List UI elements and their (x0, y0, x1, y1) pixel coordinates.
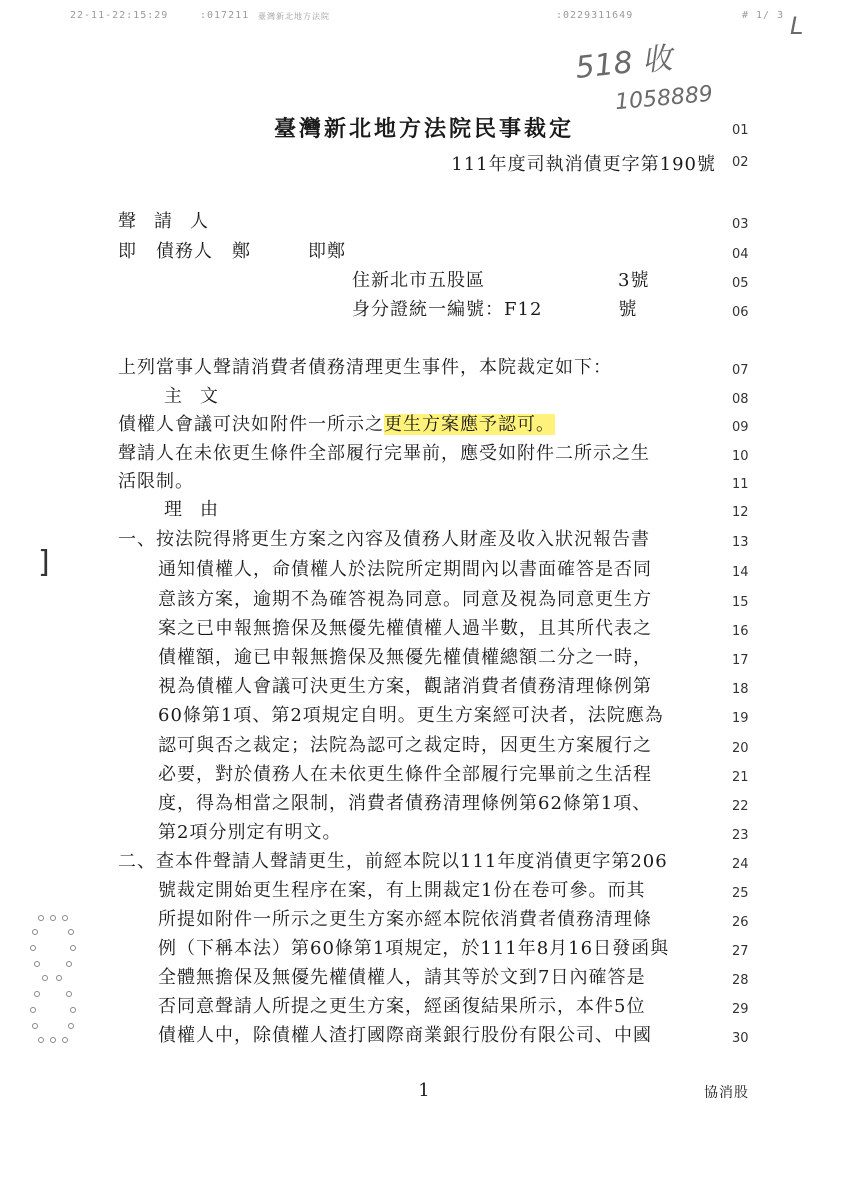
fax-header (70, 10, 800, 26)
margin-mark: ] (38, 545, 50, 580)
line-number: 18 (732, 682, 749, 697)
document-line (158, 794, 651, 814)
document-line (118, 212, 226, 232)
line-text: 例（下稱本法）第60條第1項規定，於111年8月16日發函與 (158, 938, 670, 959)
line-number: 04 (732, 247, 749, 262)
line-text: 所提如附件一所示之更生方案亦經本院依消費者債務清理條 (158, 909, 652, 930)
document-title: 臺灣新北地方法院民事裁定 (273, 116, 574, 142)
document-line (158, 823, 341, 843)
fax-page: # 1/ 3 (742, 10, 785, 21)
document-line (158, 648, 652, 668)
line-number: 27 (732, 944, 749, 959)
line-number: 11 (732, 477, 749, 492)
document-line (158, 706, 664, 726)
line-text: 必要，對於債務人在未依更生條件全部履行完畢前之生活程 (158, 764, 652, 785)
department-label: 協消股 (704, 1085, 749, 1101)
fax-court: 臺灣新北地方法院 (258, 12, 330, 21)
line-text: 一、按法院得將更生方案之內容及債務人財產及收入狀況報告書 (118, 529, 650, 550)
line-text: 第2項分別定有明文。 (158, 822, 342, 843)
line-text: 聲請人在未依更生條件全部履行完畢前，應受如附件二所示之生 (118, 443, 650, 464)
line-number: 06 (732, 305, 749, 320)
line-text: 即 債務人 鄭 即鄭 (118, 241, 346, 262)
case-number: 111年度司執消債更字第190號 (451, 154, 716, 175)
document-line (158, 1026, 652, 1046)
line-text: 債權人會議可決如附件一所示之 (118, 414, 384, 435)
document-line (158, 881, 645, 901)
line-number: 23 (732, 828, 749, 843)
line-number: 26 (732, 915, 749, 930)
line-number: 17 (732, 653, 749, 668)
handwritten-serial: 1058889 (614, 81, 714, 116)
line-text: 60條第1項、第2項規定自明。更生方案經可決者，法院應為 (158, 705, 664, 726)
line-number: 10 (732, 449, 749, 464)
document-line (118, 415, 555, 435)
line-text: 聲請人 (118, 211, 226, 232)
document-line (118, 444, 650, 464)
line-text: 住新北市五股區 3號 (352, 270, 650, 291)
line-number: 19 (732, 711, 749, 726)
line-number: 07 (732, 363, 749, 378)
line-number: 08 (732, 392, 749, 407)
document-line (158, 590, 652, 610)
page-number: 1 (418, 1080, 430, 1101)
line-text: 度，得為相當之限制，消費者債務清理條例第62條第1項、 (158, 793, 652, 814)
line-number: 14 (732, 565, 749, 580)
document-line (118, 242, 346, 262)
line-number: 21 (732, 770, 749, 785)
line-number: 01 (732, 123, 749, 138)
line-text: 二、查本件聲請人聲請更生，前經本院以111年度消債更字第206 (118, 851, 668, 872)
line-text: 認可與否之裁定；法院為認可之裁定時，因更生方案履行之 (158, 735, 652, 756)
line-text: 活限制。 (118, 471, 194, 492)
document-line (158, 560, 652, 580)
document-line (158, 939, 669, 959)
line-number: 03 (732, 217, 749, 232)
line-number: 24 (732, 857, 749, 872)
line-text: 否同意聲請人所提之更生方案，經函復結果所示，本件5位 (158, 996, 646, 1017)
line-text: 身分證統一編號：F12 號 (352, 299, 638, 320)
fax-number: :0229311649 (556, 10, 634, 21)
document-line (158, 765, 652, 785)
line-number: 15 (732, 595, 749, 610)
line-text: 意該方案，逾期不為確答視為同意。同意及視為同意更生方 (158, 589, 652, 610)
document-line (158, 997, 645, 1017)
line-number: 02 (732, 155, 749, 170)
document-line (158, 677, 652, 697)
line-text: 理由 (164, 499, 236, 520)
document-line (118, 472, 194, 492)
line-text: 全體無擔保及無優先權債權人，請其等於文到7日內確答是 (158, 967, 646, 988)
document-line (158, 910, 652, 930)
document-line (118, 852, 668, 872)
line-number: 09 (732, 420, 749, 435)
line-number: 12 (732, 505, 749, 520)
line-number: 30 (732, 1031, 749, 1046)
line-text: 號裁定開始更生程序在案，有上開裁定1份在卷可參。而其 (158, 880, 646, 901)
binding-holes (28, 915, 78, 1055)
line-text: 上列當事人聲請消費者債務清理更生事件，本院裁定如下： (118, 357, 612, 378)
line-number: 05 (732, 276, 749, 291)
line-text: 債權額，逾已申報無擔保及無優先權債權總額二分之一時， (158, 647, 652, 668)
line-number: 16 (732, 624, 749, 639)
document-line (158, 736, 652, 756)
document-line (118, 530, 650, 550)
fax-id: :017211 (200, 10, 250, 21)
document-line (118, 358, 612, 378)
document-line (158, 619, 652, 639)
document-line (164, 500, 236, 520)
line-text: 主文 (164, 386, 236, 407)
line-text: 案之已申報無擔保及無優先權債權人過半數，且其所代表之 (158, 618, 652, 639)
line-number: 29 (732, 1002, 749, 1017)
highlighted-text: 更生方案應予認可。 (384, 414, 555, 435)
line-number: 25 (732, 886, 749, 901)
line-text: 通知債權人，命債權人於法院所定期間內以書面確答是否同 (158, 559, 652, 580)
document-line (164, 387, 236, 407)
fax-timestamp: 22-11-22:15:29 (70, 10, 169, 21)
handwritten-corner-mark: L (790, 12, 804, 40)
handwritten-note: 518 收 (573, 41, 674, 86)
document-line (158, 968, 645, 988)
line-number: 13 (732, 535, 749, 550)
document-line (352, 271, 649, 291)
line-number: 28 (732, 973, 749, 988)
line-text: 視為債權人會議可決更生方案，觀諸消費者債務清理條例第 (158, 676, 652, 697)
line-number: 22 (732, 799, 749, 814)
line-text: 債權人中，除債權人渣打國際商業銀行股份有限公司、中國 (158, 1025, 652, 1046)
document-line (352, 300, 637, 320)
line-number: 20 (732, 741, 749, 756)
